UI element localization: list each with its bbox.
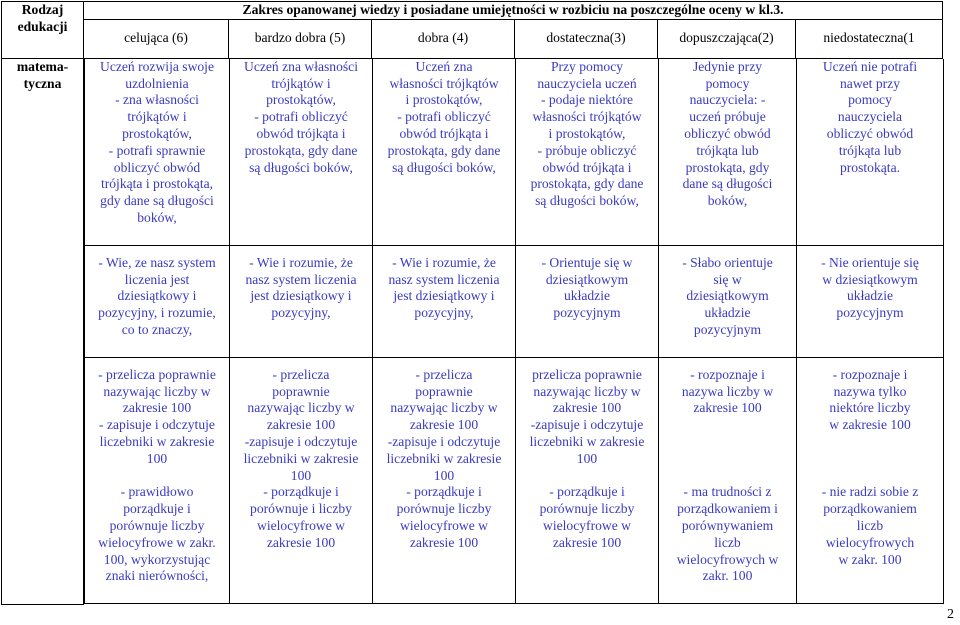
- criteria-line: znaki nierówności,: [105, 568, 209, 584]
- criteria-line: prostokąta, gdy dane: [244, 142, 358, 158]
- criteria-line: poprawnie: [272, 383, 330, 399]
- criteria-line: prostokątów,: [122, 125, 192, 141]
- criteria-line: pozycyjnym: [836, 305, 904, 321]
- criteria-line: wielocyfrowe w: [257, 517, 345, 533]
- criteria-line: obwód trójkąta i: [542, 159, 632, 175]
- criteria-line: obliczyć obwód: [113, 159, 201, 175]
- criteria-line: [663, 417, 792, 434]
- criteria-line: dziesiątkowym: [686, 288, 769, 304]
- criteria-line: trójkątów i: [127, 109, 187, 125]
- criteria-line: zakresie 100: [552, 534, 622, 550]
- criteria-row: [85, 59, 944, 245]
- criteria-cell-grade-4: [373, 59, 516, 245]
- criteria-cell-grade-3: [516, 59, 659, 245]
- criteria-row: [85, 357, 944, 603]
- criteria-line: dziesiątkowym: [545, 271, 629, 287]
- criteria-line: nazywając liczby w: [247, 400, 355, 416]
- criteria-line: liczenia jest: [124, 271, 190, 287]
- criteria-line: własności trójkątów: [389, 75, 499, 91]
- grade-header-3: dostateczna(3): [515, 19, 658, 58]
- subject-line-1: matema-: [16, 58, 69, 74]
- criteria-line: - próbuje obliczyć: [537, 142, 637, 158]
- criteria-line: -zapisuje i odczytuje: [387, 433, 501, 449]
- criteria-line: - porządkuje i: [406, 484, 482, 500]
- criteria-line: prostokąta, gdy: [685, 159, 770, 175]
- grade-header-6: celująca (6): [84, 19, 229, 58]
- criteria-line: - prawidłowo: [120, 484, 194, 500]
- criteria-line: [801, 468, 939, 485]
- grade-header-2: dopuszczająca(2): [658, 19, 796, 58]
- criteria-line: prostokąta, gdy dane: [530, 176, 644, 192]
- criteria-line: dane są długości: [682, 176, 773, 192]
- criteria-line: [663, 468, 792, 485]
- criteria-line: porządkowaniem i: [677, 501, 778, 517]
- criteria-line: nawet przy: [839, 75, 900, 91]
- criteria-line: - Wie i rozumie, że: [392, 254, 496, 270]
- criteria-line: 100, wykorzystując: [103, 551, 211, 567]
- criteria-cell-grade-5: [230, 357, 373, 603]
- criteria-line: [663, 451, 792, 468]
- criteria-line: - zapisuje i odczytuje: [99, 417, 215, 433]
- corner-header: [2, 2, 84, 59]
- criteria-line: -zapisuje i odczytuje: [530, 417, 644, 433]
- criteria-line: -zapisuje i odczytuje: [244, 433, 358, 449]
- criteria-line: - Nie orientuje się: [821, 254, 919, 270]
- criteria-line: porządkowaniem: [823, 501, 917, 517]
- criteria-line: układzie: [563, 288, 611, 304]
- criteria-line: liczebniki w zakresie: [529, 433, 645, 449]
- table-title: Zakres opanowanej wiedzy i posiadane umiejętności w rozbiciu na poszczególne oceny w kl.3.: [84, 2, 943, 20]
- criteria-line: uczeń próbuje: [689, 109, 766, 125]
- criteria-line: nazywa tylko: [833, 383, 907, 399]
- grade-header-1: niedostateczna(1: [796, 19, 943, 58]
- criteria-line: jest dziesiątkowy i: [250, 288, 352, 304]
- criteria-cell-grade-5: [230, 59, 373, 245]
- criteria-line: własności trójkątów: [532, 109, 642, 125]
- criteria-cell-grade-2: [659, 59, 797, 245]
- criteria-line: liczebniki w zakresie: [386, 450, 502, 466]
- criteria-line: zakresie 100: [409, 417, 479, 433]
- criteria-line: nauczyciela: [837, 109, 903, 125]
- criteria-cell-grade-6: [85, 357, 230, 603]
- criteria-cell-grade-1: [797, 245, 944, 357]
- criteria-cell-grade-5: [230, 245, 373, 357]
- criteria-line: w zakresie 100: [829, 417, 911, 433]
- criteria-line: Uczeń nie potrafi: [822, 58, 918, 74]
- criteria-line: - porządkuje i: [263, 484, 339, 500]
- criteria-cell-grade-4: [373, 357, 516, 603]
- criteria-line: zakr. 100: [702, 568, 753, 584]
- criteria-line: zakresie 100: [266, 534, 336, 550]
- criteria-line: w zakr. 100: [838, 551, 902, 567]
- criteria-line: - nie radzi sobie z: [821, 484, 919, 500]
- criteria-line: pozycyjnym: [693, 321, 762, 337]
- criteria-line: [89, 468, 225, 485]
- criteria-cell-grade-4: [373, 245, 516, 357]
- subject-line-2: tyczna: [23, 75, 62, 91]
- criteria-line: układzie: [704, 305, 751, 321]
- criteria-line: trójkątów i: [271, 75, 331, 91]
- criteria-line: wielocyfrowe w zakr.: [98, 534, 216, 550]
- criteria-line: obwód trójkąta i: [256, 125, 346, 141]
- criteria-line: uzdolnienia: [125, 75, 189, 91]
- criteria-line: są długości boków,: [535, 193, 639, 209]
- criteria-line: liczebniki w zakresie: [99, 433, 215, 449]
- criteria-line: - Słabo orientuje: [682, 254, 773, 270]
- criteria-line: - potrafi sprawnie: [108, 142, 206, 158]
- criteria-line: dziesiątkowy i: [117, 288, 197, 304]
- criteria-line: Uczeń rozwija swoje: [100, 58, 214, 74]
- criteria-cell-grade-1: [797, 357, 944, 603]
- criteria-line: nazywając liczby w: [533, 383, 641, 399]
- criteria-line: wielocyfrowych: [825, 534, 915, 550]
- criteria-line: porządkuje i: [123, 501, 191, 517]
- criteria-line: porównuje liczby: [539, 501, 635, 517]
- page-number: 2: [947, 607, 954, 622]
- criteria-line: - podaje niektóre: [540, 92, 634, 108]
- corner-line-1: Rodzaj: [21, 2, 64, 17]
- criteria-line: niektóre liczby: [829, 400, 911, 416]
- criteria-line: 100: [433, 467, 455, 483]
- criteria-line: i prostokątów,: [548, 125, 626, 141]
- criteria-line: pozycyjny, i rozumie,: [98, 305, 216, 321]
- criteria-line: Uczeń zna: [415, 58, 473, 74]
- criteria-line: poprawnie: [415, 383, 473, 399]
- criteria-row: [85, 245, 944, 357]
- criteria-line: - Wie, ze nasz system: [98, 254, 216, 270]
- criteria-line: liczebniki w zakresie: [243, 450, 359, 466]
- criteria-inner-table: [84, 59, 944, 604]
- criteria-line: nasz system liczenia: [245, 271, 357, 287]
- criteria-line: nasz system liczenia: [388, 271, 500, 287]
- grade-header-4: dobra (4): [372, 19, 515, 58]
- subject-cell: [2, 58, 84, 604]
- criteria-line: co to znaczy,: [121, 321, 193, 337]
- criteria-line: wielocyfrowe w: [400, 517, 488, 533]
- criteria-line: zakresie 100: [552, 400, 622, 416]
- criteria-line: boków,: [137, 209, 177, 225]
- criteria-line: - rozpoznaje i: [832, 366, 908, 382]
- criteria-line: porównywaniem: [681, 517, 774, 533]
- criteria-line: liczb: [714, 534, 741, 550]
- criteria-line: - potrafi obliczyć: [397, 109, 491, 125]
- criteria-line: nauczyciela: -: [689, 92, 766, 108]
- criteria-line: Przy pomocy: [550, 58, 624, 74]
- criteria-line: i prostokątów,: [405, 92, 483, 108]
- criteria-line: pozycyjny,: [271, 305, 331, 321]
- criteria-line: trójkąta i prostokąta,: [100, 176, 214, 192]
- criteria-line: - przelicza: [272, 366, 330, 382]
- criteria-line: 100: [146, 450, 168, 466]
- corner-line-2: edukacji: [17, 18, 68, 34]
- criteria-line: - przelicza: [415, 366, 473, 382]
- criteria-cell-grade-6: [85, 59, 230, 245]
- criteria-cell-grade-3: [516, 357, 659, 603]
- criteria-line: 100: [576, 450, 598, 466]
- criteria-line: są długości boków,: [392, 159, 496, 175]
- criteria-line: się w: [713, 271, 742, 287]
- criteria-line: zakresie 100: [409, 534, 479, 550]
- criteria-line: porównuje liczby: [396, 501, 492, 517]
- criteria-line: [801, 434, 939, 451]
- criteria-line: [801, 451, 939, 468]
- criteria-line: Jedynie przy: [692, 58, 763, 74]
- criteria-line: - potrafi obliczyć: [254, 109, 348, 125]
- criteria-line: trójkąta lub: [838, 142, 902, 158]
- criteria-cell-grade-6: [85, 245, 230, 357]
- criteria-line: nazywając liczby w: [390, 400, 498, 416]
- criteria-line: gdy dane są długości: [100, 193, 214, 209]
- criteria-line: - porządkuje i: [549, 484, 625, 500]
- criteria-line: porównuje i liczby: [250, 501, 352, 517]
- criteria-line: trójkąta lub: [696, 142, 759, 158]
- criteria-line: obwód trójkąta i: [399, 125, 489, 141]
- criteria-line: jest dziesiątkowy i: [393, 288, 495, 304]
- criteria-line: 100: [290, 467, 312, 483]
- criteria-line: [663, 434, 792, 451]
- grade-header-5: bardzo dobra (5): [229, 19, 372, 58]
- criteria-line: [520, 468, 654, 485]
- criteria-line: - Orientuje się w: [541, 254, 633, 270]
- criteria-line: zakresie 100: [693, 400, 762, 416]
- criteria-line: układzie: [846, 288, 894, 304]
- grade-criteria-table: [1, 1, 943, 605]
- criteria-line: pozycyjnym: [553, 305, 621, 321]
- criteria-line: obliczyć obwód: [826, 125, 914, 141]
- criteria-cell-grade-2: [659, 357, 797, 603]
- criteria-line: w dziesiątkowym: [822, 271, 918, 287]
- criteria-line: zakresie 100: [266, 417, 336, 433]
- criteria-line: liczb: [856, 517, 884, 533]
- criteria-line: porównuje liczby: [109, 517, 205, 533]
- criteria-line: pomocy: [848, 92, 892, 108]
- criteria-line: są długości boków,: [249, 159, 353, 175]
- criteria-line: nazywając liczby w: [103, 383, 211, 399]
- criteria-line: prostokąta, gdy dane: [387, 142, 501, 158]
- criteria-line: zakresie 100: [122, 400, 192, 416]
- criteria-line: pozycyjny,: [414, 305, 474, 321]
- criteria-cell-grade-3: [516, 245, 659, 357]
- criteria-line: nauczyciela uczeń: [537, 75, 637, 91]
- criteria-cell-grade-2: [659, 245, 797, 357]
- criteria-line: Uczeń zna własności: [244, 58, 358, 74]
- criteria-line: - rozpoznaje i: [690, 366, 765, 382]
- criteria-line: wielocyfrowych w: [676, 551, 779, 567]
- criteria-line: - ma trudności z: [683, 484, 772, 500]
- criteria-line: wielocyfrowe w: [543, 517, 631, 533]
- criteria-line: pomocy: [705, 75, 750, 91]
- criteria-line: przelicza poprawnie: [532, 366, 642, 382]
- criteria-cell-grade-1: [797, 59, 944, 245]
- criteria-line: nazywa liczby w: [681, 383, 774, 399]
- criteria-line: - Wie i rozumie, że: [249, 254, 353, 270]
- criteria-container: [84, 58, 943, 604]
- criteria-line: - zna własności: [115, 92, 199, 108]
- criteria-line: boków,: [707, 193, 748, 209]
- criteria-line: - przelicza poprawnie: [98, 366, 216, 382]
- criteria-line: prostokąta.: [839, 159, 901, 175]
- criteria-line: prostokątów,: [266, 92, 336, 108]
- criteria-line: obliczyć obwód: [684, 125, 771, 141]
